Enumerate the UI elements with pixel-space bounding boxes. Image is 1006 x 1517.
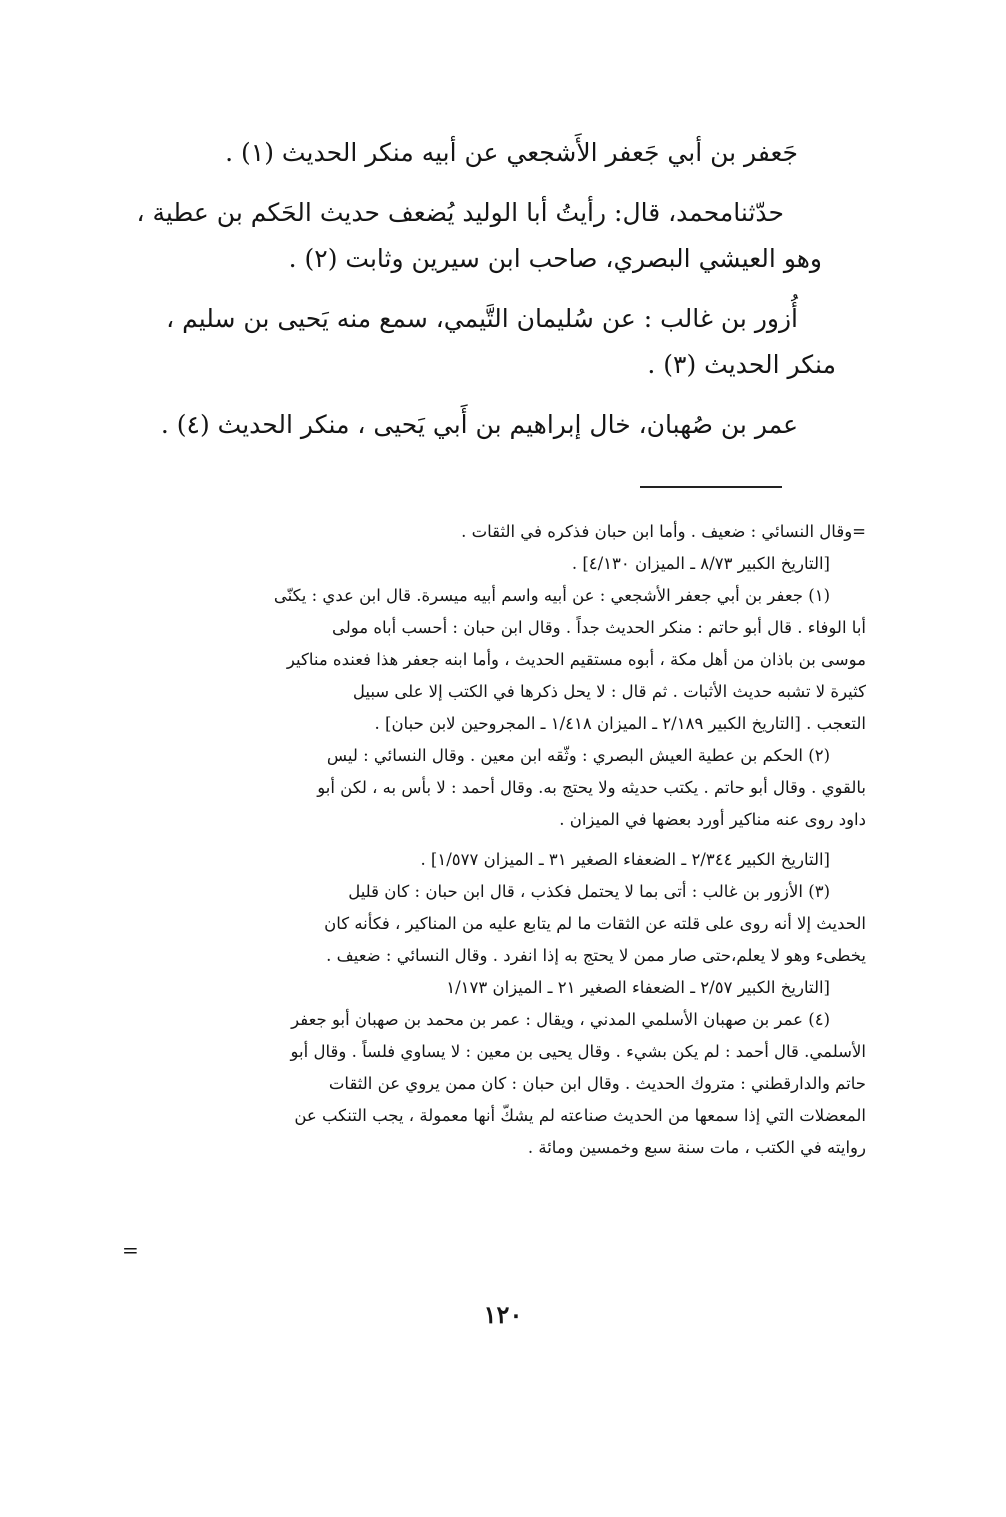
footnote-line: موسى بن باذان من أهل مكة ، أبوه مستقيم الحديث ، وأما ابنه جعفر هذا فعنده مناكير xyxy=(286,650,866,669)
footnote-line: حاتم والدارقطني : متروك الحديث . وقال ابن حبان : كان ممن يروي عن الثقات xyxy=(328,1074,866,1093)
footnote-line: كثيرة لا تشبه حديث الأثبات . ثم قال : لا يحل ذكرها في الكتب إلا على سبيل xyxy=(352,682,866,701)
entry-line: عمر بن صُهبان، خال إبراهيم بن أَبي يَحيى ، منكر الحديث (٤) . xyxy=(160,410,798,439)
entry-line: منكر الحديث (٣) . xyxy=(647,350,836,379)
footnote-line: المعضلات التي إذا سمعها من الحديث صناعته لم يشكّ أنها معمولة ، يجب التنكب عن xyxy=(294,1106,866,1125)
footnote-line: التعجب . [التاريخ الكبير ٢/١٨٩ ـ الميزان ١/٤١٨ ـ المجروحين لابن حبان] . xyxy=(374,714,866,733)
entry-jafar xyxy=(110,130,836,176)
entry-line: جَعفر بن أبي جَعفر الأَشجعي عن أبيه منكر الحديث (١) . xyxy=(225,138,798,167)
footnote-line: (٤) عمر بن صهبان الأسلمي المدني ، ويقال : عمر بن محمد بن صهبان أبو جعفر xyxy=(291,1010,830,1029)
footnote-line: [التاريخ الكبير ٢/٣٤٤ ـ الضعفاء الصغير ٣١ ـ الميزان ١/٥٧٧] . xyxy=(420,850,830,869)
page-number: ١٢٠ xyxy=(483,1300,523,1329)
entry-line: وهو العيشي البصري، صاحب ابن سيرين وثابت (٢) . xyxy=(288,244,822,273)
footnote-line: [التاريخ الكبير ٢/٥٧ ـ الضعفاء الصغير ٢١ ـ الميزان ١/١٧٣ xyxy=(446,978,830,997)
footnote-line: بالقوي . وقال أبو حاتم . يكتب حديثه ولا يحتج به. وقال أحمد : لا بأس به ، لكن أبو xyxy=(317,778,866,797)
footnote-line: روايته في الكتب ، مات سنة سبع وخمسين ومائة . xyxy=(527,1138,866,1157)
entry-umar xyxy=(110,402,836,448)
entry-azwar xyxy=(110,296,836,388)
footnote-line: (٢) الحكم بن عطية العيش البصري : وثّقه ابن معين . وقال النسائي : ليس xyxy=(326,746,830,765)
main-text xyxy=(110,130,836,462)
footnote-line: (١) جعفر بن أبي جعفر الأشجعي : عن أبيه واسم أبيه ميسرة. قال ابن عدي : يكنّى xyxy=(273,586,830,605)
footnotes xyxy=(128,516,866,1164)
entry-line: حدّثنامحمد، قال: رأيتُ أبا الوليد يُضعف حديث الحَكم بن عطية ، xyxy=(136,198,784,227)
footnote-line: يخطىء وهو لا يعلم،حتى صار ممن لا يحتج به إذا انفرد . وقال النسائي : ضعيف . xyxy=(326,946,866,965)
footnote-line: [التاريخ الكبير ٨/٧٣ ـ الميزان ٤/١٣٠] . xyxy=(571,554,830,573)
footnote-separator xyxy=(640,486,782,488)
footnote-line: (٣) الأزور بن غالب : أتى بما لا يحتمل فكذب ، قال ابن حبان : كان قليل xyxy=(348,882,830,901)
continuation-mark: = xyxy=(122,1238,139,1262)
entry-line: أُزور بن غالب : عن سُليمان التَّيمي، سمع منه يَحيى بن سليم ، xyxy=(166,304,798,333)
entry-muhammad xyxy=(110,190,836,282)
footnote-line: أبا الوفاء . قال أبو حاتم : منكر الحديث جداً . وقال ابن حبان : أحسب أباه مولى xyxy=(331,618,866,637)
footnote-line: الحديث إلا أنه روى على قلته عن الثقات ما لم يتابع عليه من المناكير ، فكأنه كان xyxy=(324,914,866,933)
footnote-line: =وقال النسائي : ضعيف . وأما ابن حبان فذكره في الثقات . xyxy=(461,522,866,541)
footnote-line: الأسلمي. قال أحمد : لم يكن بشيء . وقال يحيى بن معين : لا يساوي فلساً . وقال أبو xyxy=(290,1042,866,1061)
footnote-line: داود روى عنه مناكير أورد بعضها في الميزان . xyxy=(559,810,866,829)
